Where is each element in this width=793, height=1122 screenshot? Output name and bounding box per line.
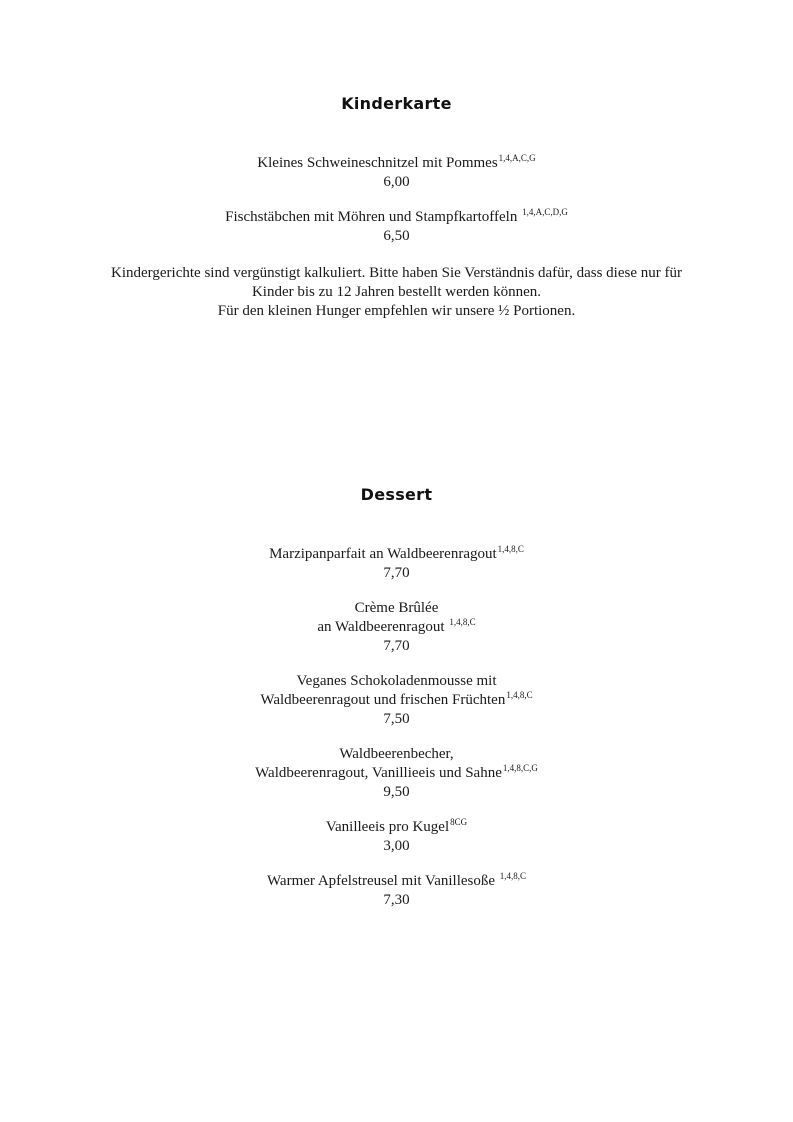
- menu-item-name-continued: Waldbeerenragout, Vanillieeis und Sahne: [255, 765, 502, 781]
- menu-item-name: Kleines Schweineschnitzel mit Pommes: [257, 155, 498, 171]
- kids-menu-list: [0, 154, 793, 262]
- menu-item-name: Fischstäbchen mit Möhren und Stampfkartoffeln: [225, 209, 518, 225]
- dessert-menu-item: [0, 672, 793, 729]
- kids-section-title: Kinderkarte: [341, 94, 452, 113]
- allergen-codes: 1,4,8,C: [499, 871, 527, 881]
- menu-item-price: 9,50: [383, 784, 410, 800]
- dessert-section-title: Dessert: [360, 485, 433, 504]
- allergen-codes: 1,4,8,C,G: [502, 763, 538, 773]
- dessert-menu-item: [0, 599, 793, 656]
- menu-item-line: [0, 764, 793, 783]
- menu-item-price: 6,50: [383, 228, 410, 244]
- menu-item-price: 6,00: [383, 174, 410, 190]
- menu-item-price: 7,70: [383, 638, 410, 654]
- kids-notice: [0, 264, 793, 321]
- menu-item-name: Waldbeerenbecher,: [339, 746, 454, 762]
- menu-item-name-continued: Waldbeerenragout und frischen Früchten: [260, 692, 506, 708]
- dessert-menu-item: [0, 745, 793, 802]
- menu-item-line: [0, 818, 793, 837]
- kids-notice-line: Für den kleinen Hunger empfehlen wir unsere ½ Portionen.: [217, 303, 576, 319]
- dessert-menu-item: [0, 818, 793, 856]
- menu-item-line: [0, 691, 793, 710]
- menu-item-line: [0, 154, 793, 173]
- menu-item-line: [0, 872, 793, 891]
- menu-item-name: Vanilleeis pro Kugel: [325, 819, 450, 835]
- menu-item-price: 7,50: [383, 711, 410, 727]
- menu-item-line: [0, 618, 793, 637]
- menu-item-price: 7,70: [383, 565, 410, 581]
- kids-notice-line: Kindergerichte sind vergünstigt kalkuliert. Bitte haben Sie Verständnis dafür, dass diese nur für: [111, 265, 682, 281]
- menu-item-name-continued: an Waldbeerenragout: [317, 619, 445, 635]
- menu-item-line: [0, 545, 793, 564]
- menu-item-name: Veganes Schokoladenmousse mit: [296, 673, 497, 689]
- dessert-menu-item: [0, 872, 793, 910]
- allergen-codes: 1,4,8,C: [449, 617, 476, 627]
- kids-menu-item: [0, 154, 793, 192]
- menu-item-name: Crème Brûlée: [354, 600, 439, 616]
- allergen-codes: 1,4,A,C,D,G: [522, 207, 568, 217]
- kids-notice-line: Kinder bis zu 12 Jahren bestellt werden können.: [251, 284, 542, 300]
- kids-menu-item: [0, 208, 793, 246]
- menu-item-price: 7,30: [383, 892, 410, 908]
- dessert-menu-item: [0, 545, 793, 583]
- allergen-codes: 1,4,A,C,G: [498, 153, 536, 163]
- menu-item-name: Marzipanparfait an Waldbeerenragout: [269, 546, 497, 562]
- menu-item-name: Warmer Apfelstreusel mit Vanillesoße: [266, 873, 496, 889]
- allergen-codes: 1,4,8,C: [497, 544, 524, 554]
- allergen-codes: 1,4,8,C: [506, 690, 533, 700]
- allergen-codes: 8CG: [450, 817, 468, 827]
- menu-item-price: 3,00: [383, 838, 410, 854]
- menu-item-line: [0, 208, 793, 227]
- dessert-menu-list: [0, 545, 793, 926]
